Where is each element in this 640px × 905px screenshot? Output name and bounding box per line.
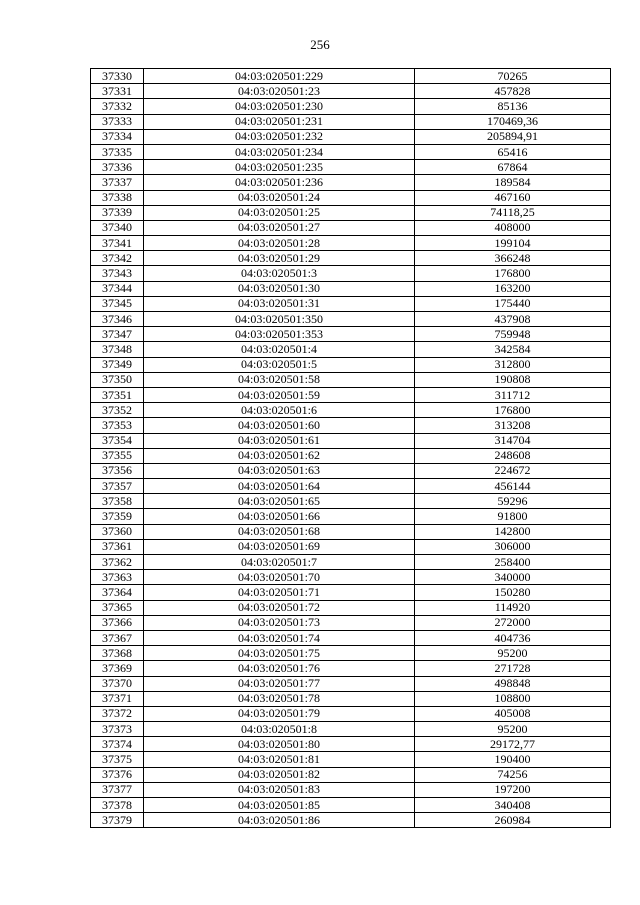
cadastral-value-cell: 467160 xyxy=(415,190,611,205)
cadastral-number-cell: 04:03:020501:70 xyxy=(144,570,415,585)
row-number-cell: 37373 xyxy=(91,722,144,737)
row-number-cell: 37331 xyxy=(91,84,144,99)
cadastral-value-cell: 176800 xyxy=(415,403,611,418)
table-row xyxy=(91,266,611,281)
cadastral-value-cell: 342584 xyxy=(415,342,611,357)
table-row xyxy=(91,570,611,585)
row-number-cell: 37334 xyxy=(91,129,144,144)
cadastral-number-cell: 04:03:020501:73 xyxy=(144,615,415,630)
cadastral-number-cell: 04:03:020501:64 xyxy=(144,479,415,494)
cadastral-value-cell: 224672 xyxy=(415,463,611,478)
row-number-cell: 37337 xyxy=(91,175,144,190)
table-row xyxy=(91,372,611,387)
row-number-cell: 37332 xyxy=(91,99,144,114)
registry-table-body xyxy=(91,69,611,828)
row-number-cell: 37355 xyxy=(91,448,144,463)
cadastral-number-cell: 04:03:020501:60 xyxy=(144,418,415,433)
cadastral-number-cell: 04:03:020501:7 xyxy=(144,555,415,570)
cadastral-value-cell: 91800 xyxy=(415,509,611,524)
cadastral-number-cell: 04:03:020501:63 xyxy=(144,463,415,478)
cadastral-value-cell: 176800 xyxy=(415,266,611,281)
cadastral-number-cell: 04:03:020501:235 xyxy=(144,160,415,175)
row-number-cell: 37356 xyxy=(91,463,144,478)
cadastral-number-cell: 04:03:020501:75 xyxy=(144,646,415,661)
row-number-cell: 37330 xyxy=(91,69,144,84)
table-row xyxy=(91,691,611,706)
row-number-cell: 37361 xyxy=(91,539,144,554)
cadastral-number-cell: 04:03:020501:81 xyxy=(144,752,415,767)
table-row xyxy=(91,327,611,342)
table-row xyxy=(91,752,611,767)
row-number-cell: 37369 xyxy=(91,661,144,676)
cadastral-value-cell: 59296 xyxy=(415,494,611,509)
cadastral-number-cell: 04:03:020501:29 xyxy=(144,251,415,266)
cadastral-number-cell: 04:03:020501:350 xyxy=(144,312,415,327)
cadastral-value-cell: 311712 xyxy=(415,387,611,402)
table-row xyxy=(91,600,611,615)
cadastral-number-cell: 04:03:020501:83 xyxy=(144,782,415,797)
table-row xyxy=(91,676,611,691)
cadastral-value-cell: 408000 xyxy=(415,220,611,235)
cadastral-value-cell: 404736 xyxy=(415,630,611,645)
row-number-cell: 37336 xyxy=(91,160,144,175)
table-row xyxy=(91,251,611,266)
cadastral-value-cell: 74118,25 xyxy=(415,205,611,220)
cadastral-number-cell: 04:03:020501:77 xyxy=(144,676,415,691)
table-row xyxy=(91,813,611,828)
table-row xyxy=(91,342,611,357)
cadastral-number-cell: 04:03:020501:59 xyxy=(144,387,415,402)
table-row xyxy=(91,403,611,418)
cadastral-number-cell: 04:03:020501:86 xyxy=(144,813,415,828)
row-number-cell: 37348 xyxy=(91,342,144,357)
cadastral-number-cell: 04:03:020501:58 xyxy=(144,372,415,387)
table-row xyxy=(91,296,611,311)
cadastral-value-cell: 85136 xyxy=(415,99,611,114)
cadastral-number-cell: 04:03:020501:353 xyxy=(144,327,415,342)
table-row xyxy=(91,114,611,129)
cadastral-value-cell: 340408 xyxy=(415,798,611,813)
row-number-cell: 37376 xyxy=(91,767,144,782)
row-number-cell: 37342 xyxy=(91,251,144,266)
row-number-cell: 37333 xyxy=(91,114,144,129)
cadastral-number-cell: 04:03:020501:28 xyxy=(144,236,415,251)
cadastral-value-cell: 271728 xyxy=(415,661,611,676)
row-number-cell: 37359 xyxy=(91,509,144,524)
table-row xyxy=(91,555,611,570)
cadastral-number-cell: 04:03:020501:236 xyxy=(144,175,415,190)
page-number: 256 xyxy=(310,37,330,52)
cadastral-value-cell: 189584 xyxy=(415,175,611,190)
row-number-cell: 37354 xyxy=(91,433,144,448)
cadastral-value-cell: 260984 xyxy=(415,813,611,828)
cadastral-value-cell: 175440 xyxy=(415,296,611,311)
table-row xyxy=(91,737,611,752)
table-row xyxy=(91,190,611,205)
table-row xyxy=(91,767,611,782)
cadastral-value-cell: 258400 xyxy=(415,555,611,570)
cadastral-value-cell: 74256 xyxy=(415,767,611,782)
table-row xyxy=(91,357,611,372)
cadastral-number-cell: 04:03:020501:27 xyxy=(144,220,415,235)
cadastral-value-cell: 142800 xyxy=(415,524,611,539)
row-number-cell: 37339 xyxy=(91,205,144,220)
cadastral-number-cell: 04:03:020501:24 xyxy=(144,190,415,205)
cadastral-value-cell: 456144 xyxy=(415,479,611,494)
cadastral-value-cell: 197200 xyxy=(415,782,611,797)
row-number-cell: 37344 xyxy=(91,281,144,296)
cadastral-number-cell: 04:03:020501:25 xyxy=(144,205,415,220)
row-number-cell: 37338 xyxy=(91,190,144,205)
cadastral-number-cell: 04:03:020501:5 xyxy=(144,357,415,372)
table-row xyxy=(91,509,611,524)
cadastral-value-cell: 199104 xyxy=(415,236,611,251)
cadastral-value-cell: 190400 xyxy=(415,752,611,767)
table-row xyxy=(91,387,611,402)
cadastral-value-cell: 108800 xyxy=(415,691,611,706)
table-row xyxy=(91,84,611,99)
cadastral-value-cell: 150280 xyxy=(415,585,611,600)
table-row xyxy=(91,539,611,554)
cadastral-number-cell: 04:03:020501:31 xyxy=(144,296,415,311)
table-row xyxy=(91,312,611,327)
cadastral-number-cell: 04:03:020501:76 xyxy=(144,661,415,676)
row-number-cell: 37353 xyxy=(91,418,144,433)
row-number-cell: 37370 xyxy=(91,676,144,691)
cadastral-number-cell: 04:03:020501:66 xyxy=(144,509,415,524)
cadastral-number-cell: 04:03:020501:79 xyxy=(144,706,415,721)
cadastral-number-cell: 04:03:020501:230 xyxy=(144,99,415,114)
row-number-cell: 37375 xyxy=(91,752,144,767)
table-row xyxy=(91,782,611,797)
cadastral-number-cell: 04:03:020501:62 xyxy=(144,448,415,463)
cadastral-number-cell: 04:03:020501:72 xyxy=(144,600,415,615)
row-number-cell: 37352 xyxy=(91,403,144,418)
row-number-cell: 37335 xyxy=(91,144,144,159)
cadastral-number-cell: 04:03:020501:3 xyxy=(144,266,415,281)
cadastral-value-cell: 95200 xyxy=(415,722,611,737)
cadastral-number-cell: 04:03:020501:61 xyxy=(144,433,415,448)
cadastral-value-cell: 457828 xyxy=(415,84,611,99)
cadastral-number-cell: 04:03:020501:234 xyxy=(144,144,415,159)
table-row xyxy=(91,129,611,144)
row-number-cell: 37362 xyxy=(91,555,144,570)
cadastral-value-cell: 314704 xyxy=(415,433,611,448)
row-number-cell: 37363 xyxy=(91,570,144,585)
table-row xyxy=(91,69,611,84)
table-row xyxy=(91,722,611,737)
row-number-cell: 37360 xyxy=(91,524,144,539)
row-number-cell: 37358 xyxy=(91,494,144,509)
cadastral-value-cell: 498848 xyxy=(415,676,611,691)
table-row xyxy=(91,494,611,509)
row-number-cell: 37374 xyxy=(91,737,144,752)
cadastral-number-cell: 04:03:020501:229 xyxy=(144,69,415,84)
table-row xyxy=(91,175,611,190)
row-number-cell: 37343 xyxy=(91,266,144,281)
table-row xyxy=(91,448,611,463)
cadastral-value-cell: 163200 xyxy=(415,281,611,296)
row-number-cell: 37366 xyxy=(91,615,144,630)
cadastral-number-cell: 04:03:020501:8 xyxy=(144,722,415,737)
cadastral-value-cell: 340000 xyxy=(415,570,611,585)
cadastral-value-cell: 29172,77 xyxy=(415,737,611,752)
table-row xyxy=(91,479,611,494)
row-number-cell: 37378 xyxy=(91,798,144,813)
row-number-cell: 37371 xyxy=(91,691,144,706)
table-row xyxy=(91,236,611,251)
cadastral-number-cell: 04:03:020501:69 xyxy=(144,539,415,554)
cadastral-value-cell: 170469,36 xyxy=(415,114,611,129)
row-number-cell: 37377 xyxy=(91,782,144,797)
cadastral-value-cell: 70265 xyxy=(415,69,611,84)
table-row xyxy=(91,524,611,539)
row-number-cell: 37347 xyxy=(91,327,144,342)
table-row xyxy=(91,646,611,661)
table-row xyxy=(91,160,611,175)
cadastral-number-cell: 04:03:020501:78 xyxy=(144,691,415,706)
cadastral-number-cell: 04:03:020501:68 xyxy=(144,524,415,539)
cadastral-number-cell: 04:03:020501:80 xyxy=(144,737,415,752)
row-number-cell: 37365 xyxy=(91,600,144,615)
row-number-cell: 37346 xyxy=(91,312,144,327)
table-row xyxy=(91,281,611,296)
row-number-cell: 37341 xyxy=(91,236,144,251)
cadastral-number-cell: 04:03:020501:85 xyxy=(144,798,415,813)
table-row xyxy=(91,798,611,813)
table-row xyxy=(91,463,611,478)
registry-table xyxy=(90,68,611,828)
table-row xyxy=(91,144,611,159)
row-number-cell: 37351 xyxy=(91,387,144,402)
cadastral-number-cell: 04:03:020501:6 xyxy=(144,403,415,418)
row-number-cell: 37379 xyxy=(91,813,144,828)
table-row xyxy=(91,418,611,433)
cadastral-number-cell: 04:03:020501:71 xyxy=(144,585,415,600)
cadastral-value-cell: 313208 xyxy=(415,418,611,433)
table-row xyxy=(91,433,611,448)
cadastral-value-cell: 306000 xyxy=(415,539,611,554)
cadastral-number-cell: 04:03:020501:231 xyxy=(144,114,415,129)
table-row xyxy=(91,220,611,235)
row-number-cell: 37367 xyxy=(91,630,144,645)
cadastral-value-cell: 437908 xyxy=(415,312,611,327)
cadastral-number-cell: 04:03:020501:82 xyxy=(144,767,415,782)
cadastral-value-cell: 67864 xyxy=(415,160,611,175)
table-row xyxy=(91,205,611,220)
cadastral-number-cell: 04:03:020501:23 xyxy=(144,84,415,99)
row-number-cell: 37340 xyxy=(91,220,144,235)
row-number-cell: 37345 xyxy=(91,296,144,311)
cadastral-number-cell: 04:03:020501:232 xyxy=(144,129,415,144)
table-row xyxy=(91,585,611,600)
cadastral-value-cell: 405008 xyxy=(415,706,611,721)
cadastral-value-cell: 190808 xyxy=(415,372,611,387)
cadastral-value-cell: 759948 xyxy=(415,327,611,342)
table-row xyxy=(91,661,611,676)
row-number-cell: 37349 xyxy=(91,357,144,372)
cadastral-value-cell: 95200 xyxy=(415,646,611,661)
row-number-cell: 37364 xyxy=(91,585,144,600)
cadastral-value-cell: 366248 xyxy=(415,251,611,266)
row-number-cell: 37350 xyxy=(91,372,144,387)
row-number-cell: 37368 xyxy=(91,646,144,661)
table-row xyxy=(91,99,611,114)
row-number-cell: 37372 xyxy=(91,706,144,721)
cadastral-value-cell: 114920 xyxy=(415,600,611,615)
cadastral-number-cell: 04:03:020501:74 xyxy=(144,630,415,645)
table-row xyxy=(91,615,611,630)
cadastral-number-cell: 04:03:020501:4 xyxy=(144,342,415,357)
table-row xyxy=(91,706,611,721)
cadastral-value-cell: 65416 xyxy=(415,144,611,159)
cadastral-value-cell: 312800 xyxy=(415,357,611,372)
table-row xyxy=(91,630,611,645)
cadastral-value-cell: 248608 xyxy=(415,448,611,463)
cadastral-value-cell: 272000 xyxy=(415,615,611,630)
row-number-cell: 37357 xyxy=(91,479,144,494)
cadastral-number-cell: 04:03:020501:30 xyxy=(144,281,415,296)
cadastral-number-cell: 04:03:020501:65 xyxy=(144,494,415,509)
cadastral-value-cell: 205894,91 xyxy=(415,129,611,144)
